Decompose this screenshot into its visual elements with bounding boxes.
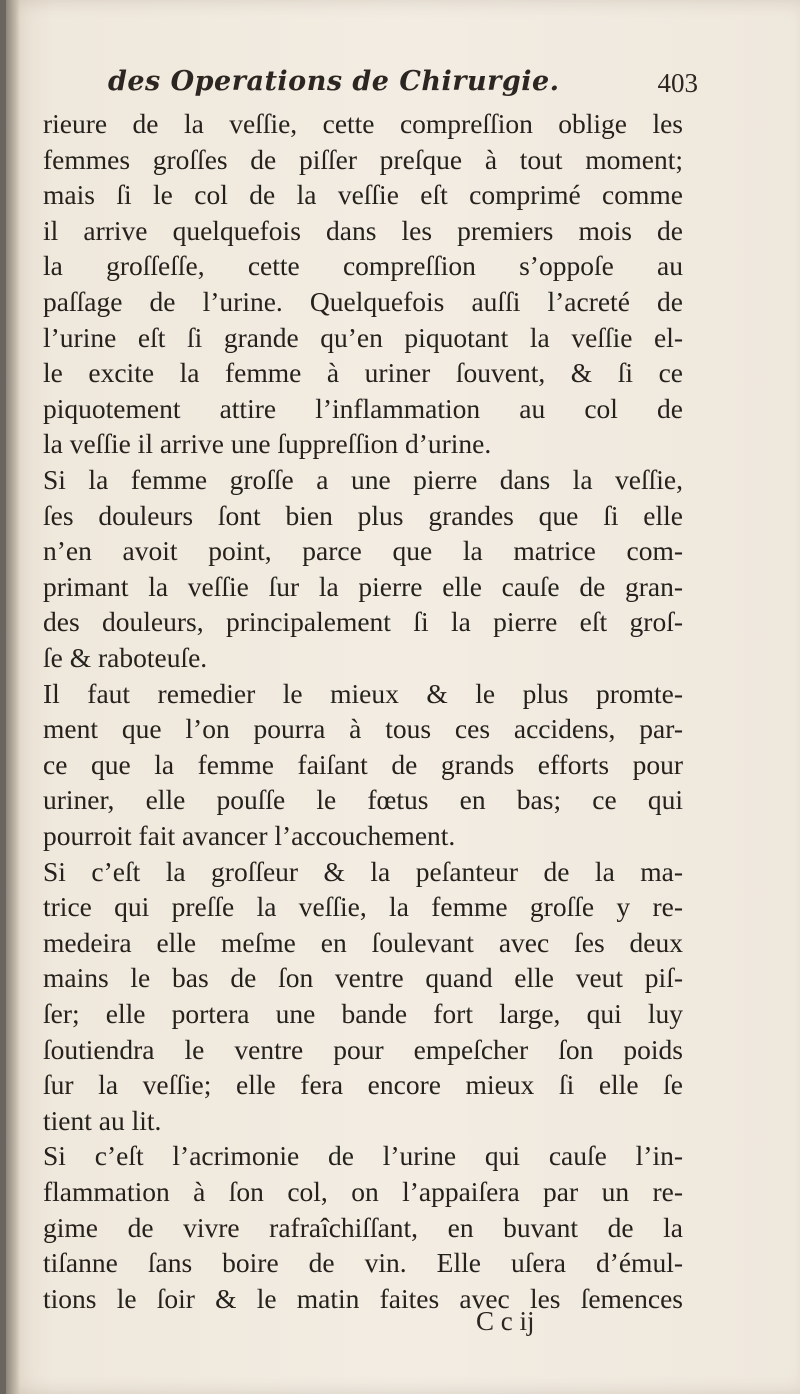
body-text	[43, 0, 683, 1394]
page-number: 403	[657, 68, 698, 98]
text-line: n’en avoit point, parce que la matrice com-	[43, 535, 683, 567]
text-line: paſſage de l’urine. Quelquefois auſſi l’acreté de	[43, 286, 683, 317]
text-line: piquotement attire l’inflammation au col de	[43, 392, 683, 424]
text-line: medeira elle meſme en ſoulevant avec ſes deux	[43, 926, 683, 958]
text-line: Il faut remedier le mieux & le plus promte-	[43, 677, 683, 709]
text-line: femmes groſſes de piſſer preſque à tout moment;	[43, 143, 683, 175]
text-line: ſes douleurs ſont bien plus grandes que ſi elle	[43, 499, 683, 531]
text-line: ſur la veſſie; elle fera encore mieux ſi elle ſe	[43, 1069, 683, 1101]
text-line: pourroit fait avancer l’accouchement.	[43, 820, 456, 851]
text-line: la groſſeſſe, cette compreſſion s’oppoſe au	[43, 250, 683, 282]
text-line: uriner, elle pouſſe le fœtus en bas; ce qui	[43, 784, 683, 816]
text-line: le excite la femme à uriner ſouvent, & ſi ce	[43, 357, 683, 389]
text-line: l’urine eſt ſi grande qu’en piquotant la veſſie el-	[43, 321, 683, 353]
text-line: Si c’eſt l’acrimonie de l’urine qui cauſe l’in-	[43, 1140, 683, 1172]
text-line: flammation à ſon col, on l’appaiſera par un re-	[43, 1176, 683, 1207]
text-line: la veſſie il arrive une ſuppreſſion d’urine.	[43, 428, 492, 460]
text-line: trice qui preſſe la veſſie, la femme groſſe y re-	[43, 891, 683, 923]
text-line: mains le bas de ſon ventre quand elle veut piſ-	[43, 962, 683, 994]
text-line: gime de vivre rafraîchiſſant, en buvant de la	[43, 1211, 683, 1243]
text-line: tiſanne ſans boire de vin. Elle uſera d’émul-	[43, 1247, 683, 1279]
text-line: ce que la femme faiſant de grands efforts pour	[43, 748, 683, 780]
text-line: il arrive quelquefois dans les premiers mois de	[43, 214, 683, 246]
text-line: tions le ſoir & le matin faites avec les ſemences	[43, 1282, 683, 1314]
text-line: ſoutiendra le ventre pour empeſcher ſon poids	[43, 1033, 683, 1065]
text-line: primant la veſſie ſur la pierre elle cauſe de gran-	[43, 570, 683, 602]
text-line: rieure de la veſſie, cette compreſſion oblige les	[43, 108, 683, 139]
running-title: des Operations de Chirurgie.	[108, 66, 560, 97]
text-line: ſe & raboteuſe.	[43, 642, 208, 673]
book-page	[6, 0, 800, 1394]
text-line: des douleurs, principalement ſi la pierre eſt groſ-	[43, 606, 683, 638]
signature-mark: C c ij	[476, 1306, 535, 1336]
text-line: Si c’eſt la groſſeur & la peſanteur de la ma-	[43, 855, 683, 887]
text-line: ment que l’on pourra à tous ces accidens, par-	[43, 713, 683, 745]
text-line: mais ſi le col de la veſſie eſt comprimé comme	[43, 179, 683, 211]
text-line: tient au lit.	[43, 1104, 162, 1136]
text-line: Si la femme groſſe a une pierre dans la veſſie,	[43, 464, 683, 495]
page-gutter-shadow	[6, 0, 20, 1394]
text-line: ſer; elle portera une bande fort large, qui luy	[43, 998, 683, 1029]
